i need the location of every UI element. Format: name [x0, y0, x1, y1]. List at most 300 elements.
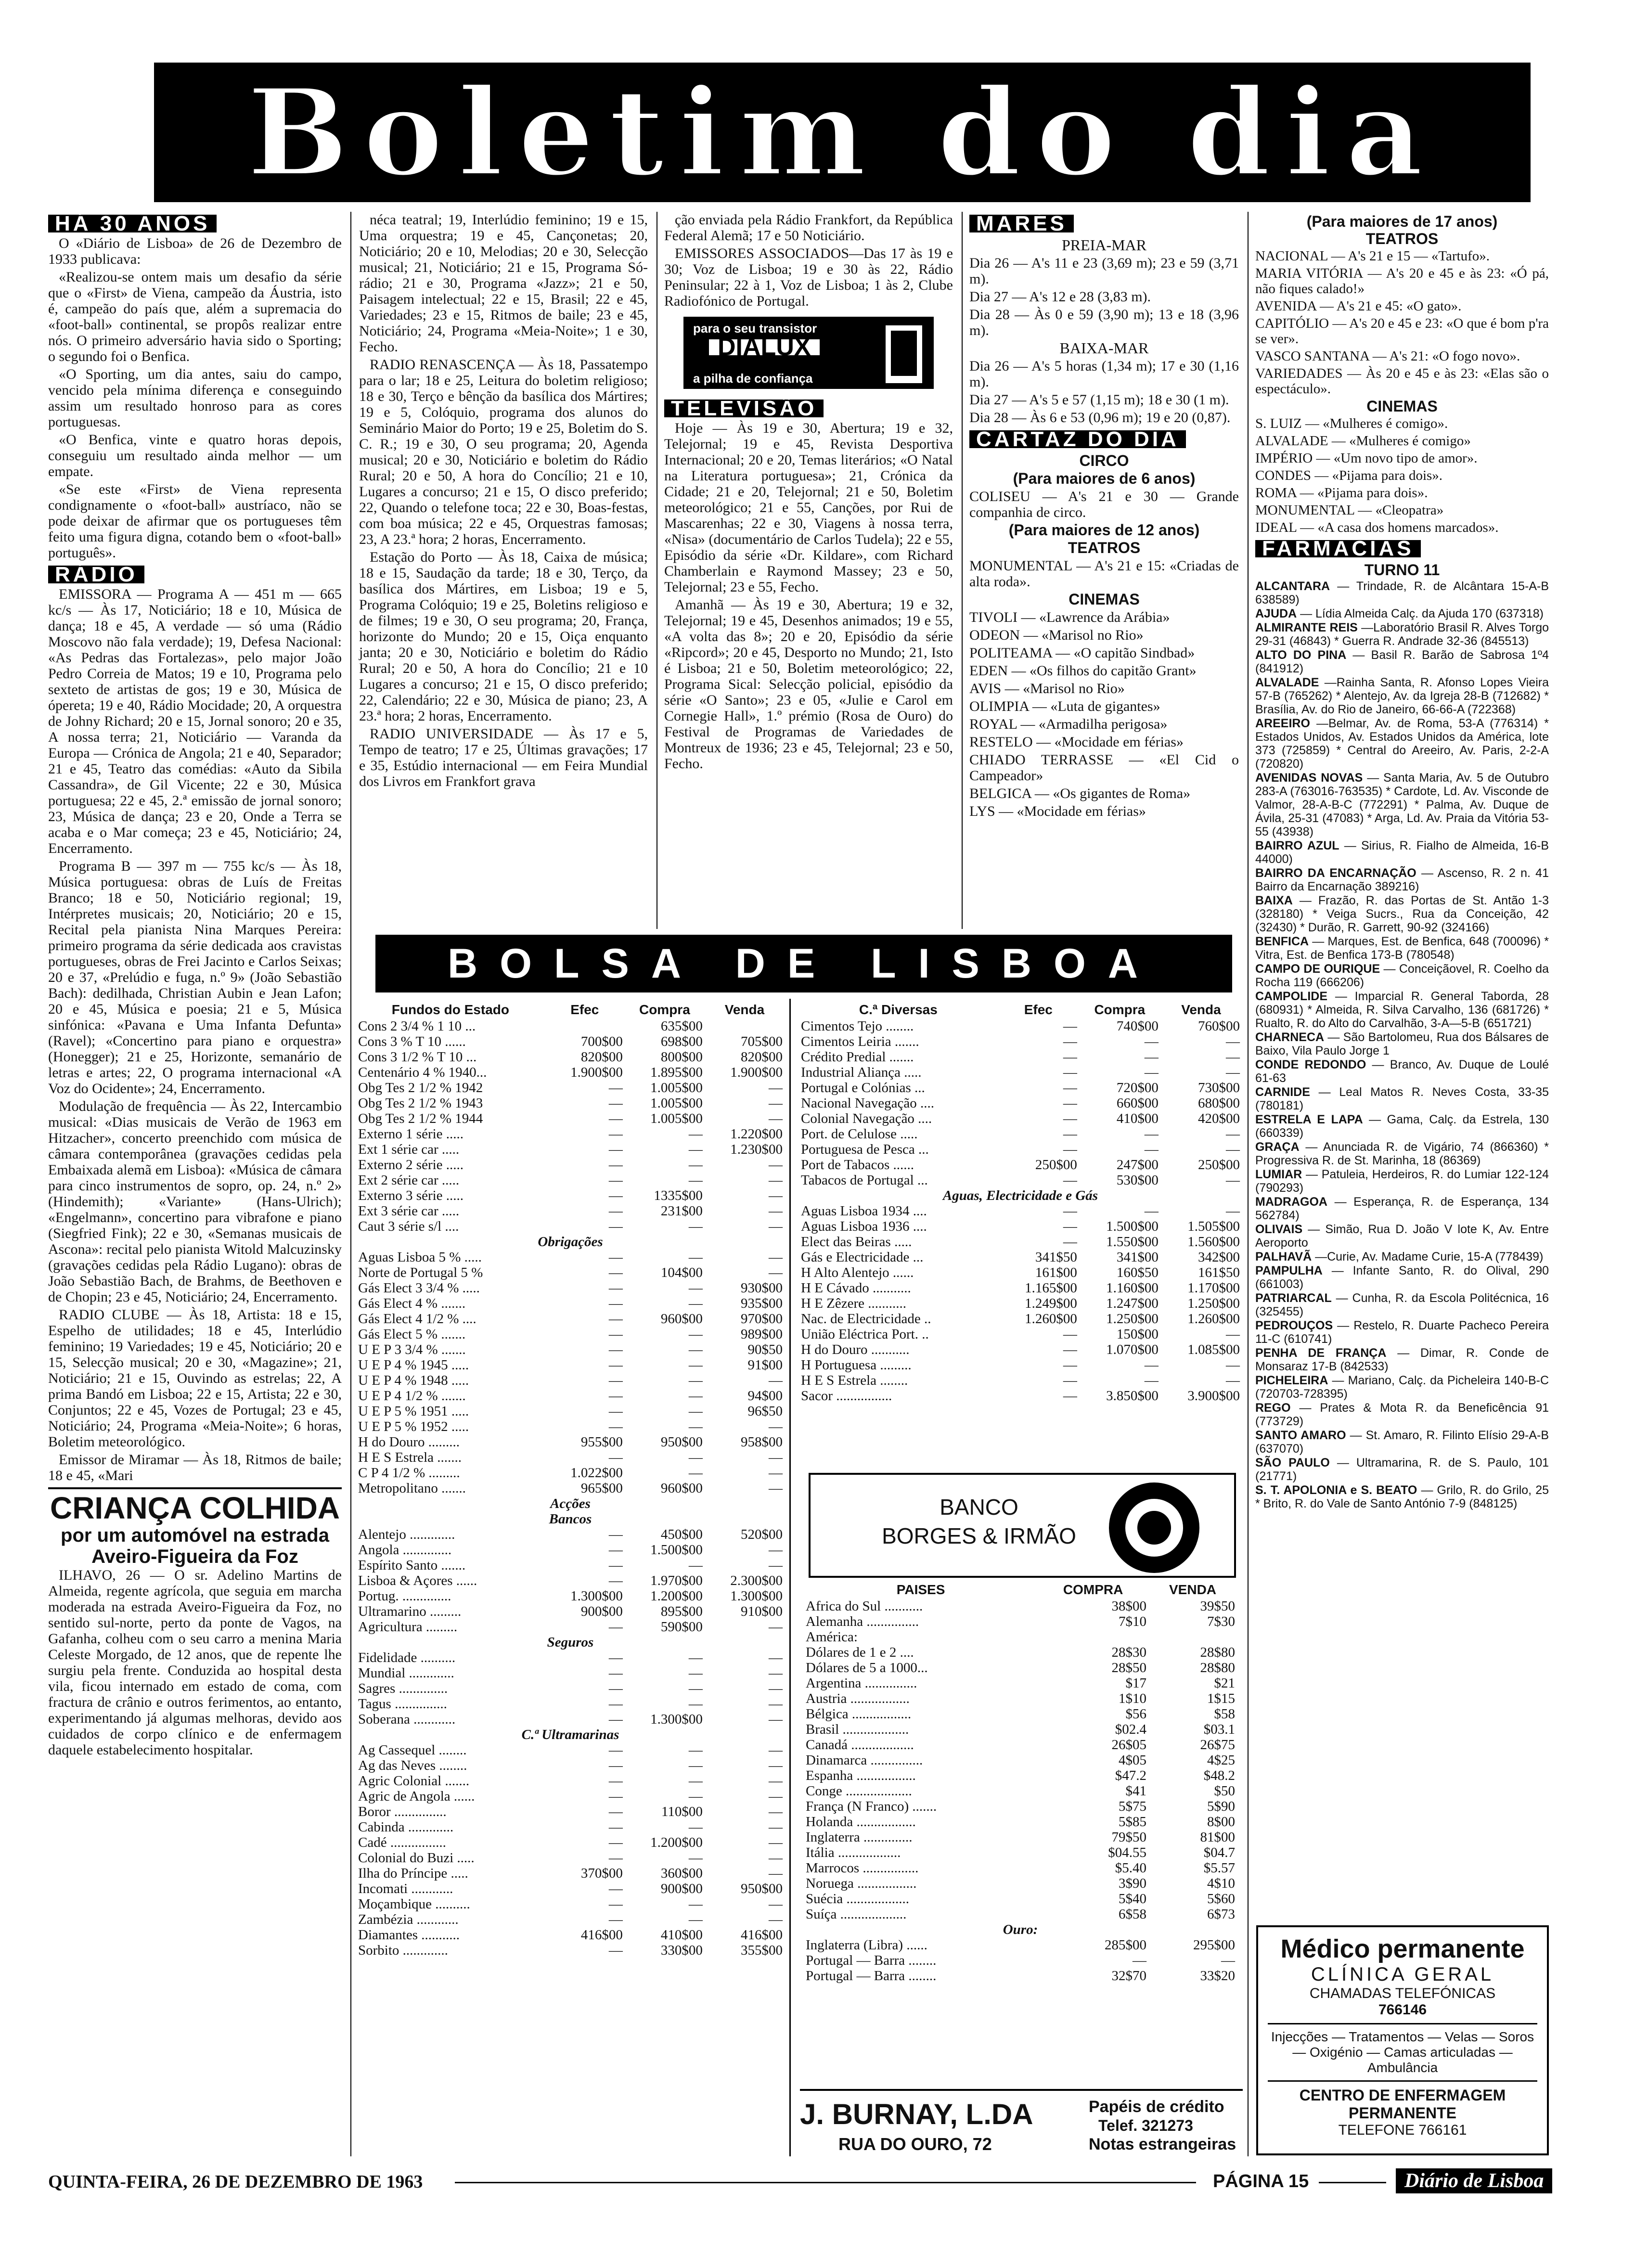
table-cell: — — [688, 1219, 703, 1234]
table-cell: — — [688, 1373, 703, 1388]
table-cell: — — [1063, 1034, 1077, 1049]
mares-header: MARÉS — [969, 215, 1074, 232]
burnay-name: J. BURNAY, L.DA — [800, 2098, 1033, 2130]
table-row — [799, 1018, 1242, 1034]
listing-entry: BELGICA — «Os gigantes de Roma» — [969, 786, 1191, 801]
teatros-list — [1255, 248, 1549, 397]
table-cell: 5$75 — [1119, 1799, 1147, 1814]
table-row — [356, 1327, 785, 1342]
table-cell: Gás Elect 4 % ....... — [358, 1296, 466, 1311]
table-row — [356, 1835, 785, 1850]
table-cell: América: — [806, 1629, 858, 1645]
table-cell: 520$00 — [741, 1527, 783, 1542]
table-cell: — — [769, 1219, 783, 1234]
farmacia-zone: SÃO PAULO — [1255, 1456, 1330, 1469]
table-row — [356, 1296, 785, 1311]
table-cell: $50 — [1214, 1783, 1235, 1799]
farmacia-detail: — Ascenso, R. 2 n. 41 Bairro da Encarnação 389216) — [1255, 866, 1549, 893]
table-cell: 820$00 — [580, 1049, 623, 1065]
column-header: Venda — [724, 1002, 765, 1017]
table-cell: — — [608, 1619, 623, 1635]
paragraph: néca teatral; 19, Interlúdio feminino; 19 e 15, Uma orquestra; 19 e 45, Cançonetas; 20, Noticiário; 20 e 10, Melodias; 20 e 30, Selecção musical; 21, Noticiário; 21 e 15, Programa Só-rádio; 21 e 30, Programa «Jazz»; 21 e 50, Paisagem intelectual; 22 e 15, Brasil; 22 e 45, Variedades; 23 e 15, Ritmos de baile; 23 e 45, Noticiário; 24, Programa «Meia-Noite»; 1 e 30, Fecho. — [359, 212, 648, 355]
table-cell: 96$50 — [747, 1404, 783, 1419]
table-row — [356, 1404, 785, 1419]
table-row — [356, 1773, 785, 1789]
paragraph: O «Diário de Lisboa» de 26 de Dezembro de 1933 publicava: — [48, 235, 342, 267]
table-cell: — — [1144, 1373, 1159, 1388]
farmacia-detail: — Dimar, R. Conde de Monsaraz 17-B (842533) — [1255, 1346, 1549, 1373]
paragraph: RADIO CLUBE — Às 18, Artista: 18 e 15, Espelho de utilidades; 18 e 45, Interlúdio feminino; 19 Variedades; 19 e 45, Noticiário; 20 e 15, Selecção musical; 20 e 30, «Magazine»; 21, Noticiário; 21 e 15, Ouvindo as estrelas; 22, A prima Bandó em Lisboa; 22 e 15, Artista; 22 e 30, Conjuntos; 22 e 45, Vozes de Portugal; 23 e 45, Noticiário; 24, Programa «Meia-Noite»; 6 horas, Boletim meteorológico. — [48, 1307, 342, 1450]
table-cell: Gás Elect 5 % ....... — [358, 1327, 466, 1342]
table-cell: 341$50 — [1035, 1250, 1077, 1265]
table-cell: — — [1133, 1953, 1147, 1968]
table-row — [356, 1758, 785, 1773]
table-row — [804, 1629, 1237, 1645]
table-cell: U E P 4 % 1948 ..... — [358, 1373, 469, 1388]
tide-entry: Dia 26 — A's 5 horas (1,34 m); 17 e 30 (1,16 m). — [969, 358, 1239, 390]
table-row — [356, 1450, 785, 1465]
table-cell: 1.200$00 — [650, 1835, 703, 1850]
table-cell: 161$00 — [1035, 1265, 1077, 1280]
table-cell: 760$00 — [1198, 1018, 1240, 1034]
tide-entry: Dia 27 — A's 12 e 28 (3,83 m). — [969, 289, 1151, 305]
farmacia-detail: — Prates & Mota R. da Beneficência 91 (773729) — [1255, 1401, 1549, 1428]
farmacia-entry — [1255, 1374, 1549, 1401]
table-cell: — — [1226, 1357, 1240, 1373]
table-cell: 26$05 — [1111, 1737, 1147, 1753]
listing-entry: EDEN — «Os filhos do capitão Grant» — [969, 663, 1197, 679]
farmacia-entry — [1255, 1429, 1549, 1456]
table-cell: 705$00 — [741, 1034, 783, 1049]
table-cell: 1.005$00 — [650, 1095, 703, 1111]
tide-entry: Dia 28 — Às 0 e 59 (3,90 m); 13 e 18 (3,96 m). — [969, 307, 1239, 338]
turno-label: TURNO 11 — [1364, 561, 1440, 579]
table-row — [799, 1265, 1242, 1280]
table-cell: U E P 5 % 1951 ..... — [358, 1404, 469, 1419]
table-row — [804, 1691, 1237, 1706]
table-cell: Portugal — Barra ........ — [806, 1968, 937, 1984]
table-cell: $41 — [1125, 1783, 1147, 1799]
table-cell: — — [608, 1912, 623, 1927]
table-cell: Espanha ................. — [806, 1768, 916, 1783]
table-row — [799, 1111, 1242, 1126]
table-cell: — — [769, 1742, 783, 1758]
table-cell: — — [608, 1558, 623, 1573]
table-cell: — — [1063, 1327, 1077, 1342]
farmacia-entry — [1255, 717, 1549, 771]
table-cell: 4$10 — [1207, 1876, 1235, 1891]
table-cell: — — [608, 1296, 623, 1311]
table-row — [799, 1142, 1242, 1157]
table-cell: Agricultura ......... — [358, 1619, 458, 1635]
cinemas-label: CINEMAS — [1366, 398, 1438, 415]
table-cell: 530$00 — [1116, 1173, 1159, 1188]
table-cell: Alemanha ............... — [806, 1614, 919, 1629]
table-cell: — — [1063, 1080, 1077, 1095]
table-cell: — — [1063, 1234, 1077, 1250]
table-row — [356, 1681, 785, 1696]
table-cell: — — [769, 1111, 783, 1126]
dialux-brand: DIALUX — [708, 338, 821, 357]
farmacia-detail: — Conceiçãovel, R. Coelho da Rocha 119 (666206) — [1255, 962, 1549, 989]
enfermagem-tel: TELEFONE 766161 — [1338, 2122, 1467, 2138]
table-row — [356, 1173, 785, 1188]
table-cell: — — [769, 1681, 783, 1696]
table-cell: $17 — [1125, 1675, 1147, 1691]
listing-entry: LYS — «Mocidade em férias» — [969, 803, 1146, 819]
farmacia-entry — [1255, 1264, 1549, 1291]
burnay-line-1: Papéis de crédito — [1089, 2098, 1224, 2116]
farmacia-detail: — Patuleia, Herdeiros, R. do Lumiar 122-124 (790293) — [1255, 1168, 1549, 1195]
table-cell: — — [688, 1327, 703, 1342]
table-cell: — — [1063, 1203, 1077, 1219]
table-cell: 1$15 — [1207, 1691, 1235, 1706]
table-cell: Marrocos ................ — [806, 1860, 919, 1876]
table-cell: 1.200$00 — [650, 1588, 703, 1604]
table-cell: 410$00 — [660, 1927, 703, 1943]
farmacia-zone: CHARNECA — [1255, 1031, 1325, 1044]
table-row — [799, 1173, 1242, 1188]
cartaz-header: CARTAZ DO DIA — [969, 430, 1186, 448]
paragraph: «O Sporting, um dia antes, saiu do campo, vencido pela mínima diferença e conseguindo assim um resultado honroso para as cores portuguesas. — [48, 366, 342, 430]
table-cell: 910$00 — [741, 1604, 783, 1619]
table-cell: Zambézia ............ — [358, 1912, 459, 1927]
farmacia-detail: — Leal Matos R. Neves Costa, 33-35 (780181) — [1255, 1085, 1549, 1112]
table-cell: 1.250$00 — [1187, 1296, 1240, 1311]
table-cell: — — [688, 1665, 703, 1681]
table-cell: Externo 3 série ..... — [358, 1188, 464, 1203]
table-row — [356, 1927, 785, 1943]
table-row — [356, 1573, 785, 1588]
listing-entry: ROYAL — «Armadilha perigosa» — [969, 716, 1168, 732]
medico-sub-2: CHAMADAS TELEFÓNICAS — [1309, 1985, 1496, 2001]
table-cell: — — [608, 1758, 623, 1773]
table-cell: Nacional Navegação .... — [801, 1095, 934, 1111]
table-cell: Austria ................. — [806, 1691, 910, 1706]
table-cell: — — [769, 1758, 783, 1773]
table-cell: Externo 2 série ..... — [358, 1157, 464, 1173]
table-cell: Dinamarca ............... — [806, 1753, 923, 1768]
table-cell: — — [688, 1773, 703, 1789]
column-header: Fundos do Estado — [391, 1002, 509, 1017]
table-cell: Bélgica ................. — [806, 1706, 912, 1722]
table-cell: H E Cávado ........... — [801, 1280, 911, 1296]
farmacia-entry — [1255, 894, 1549, 934]
paragraph: Estação do Porto — Às 18, Caixa de música; 18 e 15, Saudação da tarde; 18 e 30, Terço, da basílica dos Mártires, em Lisboa; 19 e 5, Programa Colóquio; 19 e 25, Boletins religioso e de filmes; 19 e 30, O seu programa; 20, França, horizonte do Mundo; 20 e 15, Oiça enquanto janta; 20 e 30, Noticiário e boletim do Rádio Rural; 20 e 50, A hora do Concílio; 21 e 10 Lugares a concurso; 21 e 15, O disco preferido; 22, Calendário; 22 e 30, Música de piano; 23, A 23.ª hora; 2 horas, Encerramento. — [359, 549, 648, 724]
column-rule — [350, 212, 351, 2156]
table-cell: H do Douro ........... — [801, 1342, 910, 1357]
table-cell: 1.160$00 — [1106, 1280, 1159, 1296]
table-cell: — — [688, 1357, 703, 1373]
table-row — [356, 1018, 785, 1034]
group-label: C.ª Ultramarinas — [521, 1727, 619, 1742]
table-cell: Ext 3 série car ..... — [358, 1203, 460, 1219]
farmacia-zone: PATRIARCAL — [1255, 1291, 1332, 1305]
table-row — [804, 1598, 1237, 1614]
farmacia-entry — [1255, 1223, 1549, 1250]
table-cell: — — [688, 1758, 703, 1773]
table-cell: — — [769, 1850, 783, 1866]
bolsa-table-right — [799, 1001, 1242, 1404]
table-cell: — — [608, 1327, 623, 1342]
table-cell: — — [608, 1373, 623, 1388]
table-cell: $47.2 — [1115, 1768, 1147, 1783]
table-cell: — — [688, 1912, 703, 1927]
farmacia-detail: — Imparcial R. General Taborda, 28 (680931) * Almeida, R. Silva Carvalho, 136 (681726) * Rualto, R. do Alto do Carvalhão, 3-A—5-B (651721) — [1255, 990, 1549, 1030]
table-cell: — — [608, 1080, 623, 1095]
farmacia-zone: ALTO DO PINA — [1255, 648, 1347, 662]
table-row — [356, 1219, 785, 1234]
table-cell: 740$00 — [1116, 1018, 1159, 1034]
burnay-line-3: Notas estrangeiras — [1089, 2135, 1236, 2153]
table-cell: $02.4 — [1115, 1722, 1147, 1737]
table-cell: 989$00 — [741, 1327, 783, 1342]
table-row — [356, 1866, 785, 1881]
farmacia-zone: CARNIDE — [1255, 1085, 1310, 1099]
table-cell: — — [769, 1789, 783, 1804]
table-cell: 698$00 — [660, 1034, 703, 1049]
table-cell: — — [608, 1203, 623, 1219]
paragraph: Amanhã — Às 19 e 30, Abertura; 19 e 32, Telejornal; 19 e 45, Desenhos animados; 19 e 55, «A volta das 8»; 20 e 20, Episódio da série «Ripcord»; 20 e 45, Desporto no Mundo; 21, Isto é Lisboa; 21 e 50, Boletim meteorológico; 22, Programa Sical: Selecção policial, episódio da série «O Santo»; 23 e 05, «Julie e Carol em Cornegie Hall», 1.º prémio (Rosa de Ouro) do Festival de Programas de Variedades de Montreux de 1936; 23 e 45, Telejornal; 23 e 50, Fecho. — [664, 597, 953, 772]
table-row — [356, 1712, 785, 1727]
table-cell: Portugal — Barra ........ — [806, 1953, 937, 1968]
table-cell: U E P 4 1/2 % ....... — [358, 1388, 466, 1404]
listing-entry: ROMA — «Pijama para dois». — [1255, 485, 1428, 501]
table-cell: 6$58 — [1119, 1907, 1147, 1922]
table-cell: Sacor ................ — [801, 1388, 892, 1404]
banco-ad — [809, 1473, 1236, 1578]
bolsa-table-left — [356, 1001, 785, 1958]
table-cell: Industrial Aliança ..... — [801, 1065, 922, 1080]
table-cell: 1$10 — [1119, 1691, 1147, 1706]
table-row — [804, 1968, 1237, 1984]
crianca-subtitle-1: por um automóvel na estrada — [61, 1525, 329, 1546]
listing-entry: IDEAL — «A casa dos homens marcados». — [1255, 520, 1499, 535]
radio-article — [48, 586, 342, 1483]
table-cell: — — [608, 1681, 623, 1696]
table-cell: 1.900$00 — [730, 1065, 783, 1080]
table-cell: 3.900$00 — [1187, 1388, 1240, 1404]
maiores-17-label: (Para maiores de 17 anos) — [1306, 213, 1498, 230]
table-row — [804, 1891, 1237, 1907]
table-cell: — — [1063, 1219, 1077, 1234]
table-cell: 1.900$00 — [570, 1065, 623, 1080]
farmacia-detail: —Laboratório Brasil R. Alves Torgo 29-31 (46843) * Guerra R. Andrade 32-36 (845513) — [1255, 621, 1549, 648]
table-row — [356, 1789, 785, 1804]
table-cell: — — [608, 1111, 623, 1126]
table-row — [356, 1095, 785, 1111]
table-row — [356, 1265, 785, 1280]
table-cell: 965$00 — [580, 1481, 623, 1496]
column-1 — [48, 212, 342, 1760]
farmacia-entry — [1255, 935, 1549, 962]
table-cell: H E Zêzere ........... — [801, 1296, 907, 1311]
farmacia-detail: — Gama, Calç. da Estrela, 130 (660339) — [1255, 1113, 1549, 1140]
table-cell: 81$00 — [1200, 1830, 1235, 1845]
table-row — [356, 1080, 785, 1095]
burnay-addr: RUA DO OURO, 72 — [838, 2134, 992, 2154]
table-cell: 1.500$00 — [1106, 1219, 1159, 1234]
table-cell: 450$00 — [660, 1527, 703, 1542]
table-cell: — — [1221, 1953, 1235, 1968]
table-cell: 895$00 — [660, 1604, 703, 1619]
column-header: Efec — [570, 1002, 599, 1017]
listing-entry: CHIADO TERRASSE — «El Cid o Campeador» — [969, 752, 1239, 784]
farmacia-entry — [1255, 1140, 1549, 1167]
table-cell: 1.022$00 — [570, 1465, 623, 1481]
table-cell: Cons 3 1/2 % T 10 ... — [358, 1049, 477, 1065]
table-cell: 410$00 — [1116, 1111, 1159, 1126]
table-cell: 2.300$00 — [730, 1573, 783, 1588]
table-row — [356, 1804, 785, 1819]
bolsa-title: BOLSA DE LISBOA — [448, 940, 1160, 987]
column-rule — [962, 212, 963, 929]
medico-ad — [1256, 1925, 1549, 2155]
table-row — [804, 1876, 1237, 1891]
table-cell: — — [769, 1188, 783, 1203]
table-cell: 285$00 — [1105, 1937, 1147, 1953]
table-cell: — — [1226, 1373, 1240, 1388]
medico-title: Médico permanente — [1280, 1934, 1525, 1963]
table-row — [799, 1327, 1242, 1342]
farmacia-zone: CAMPOLIDE — [1255, 990, 1327, 1003]
table-cell: — — [688, 1681, 703, 1696]
table-cell: 161$50 — [1198, 1265, 1240, 1280]
table-cell: H Portuguesa ......... — [801, 1357, 912, 1373]
column-header: C.ª Diversas — [859, 1002, 938, 1017]
table-cell: 416$00 — [741, 1927, 783, 1943]
table-cell: Espírito Santo ....... — [358, 1558, 466, 1573]
table-cell: — — [688, 1388, 703, 1404]
table-cell: 1.260$00 — [1025, 1311, 1077, 1327]
table-cell: 970$00 — [741, 1311, 783, 1327]
table-cell: Externo 1 série ..... — [358, 1126, 464, 1142]
footer-date: QUINTA-FEIRA, 26 DE DEZEMBRO DE 1963 — [48, 2172, 423, 2192]
table-cell: Boror ............... — [358, 1804, 447, 1819]
table-cell: — — [608, 1404, 623, 1419]
listing-entry: CONDES — «Pijama para dois». — [1255, 468, 1443, 483]
table-cell: — — [688, 1789, 703, 1804]
table-cell: $48.2 — [1203, 1768, 1235, 1783]
table-row — [804, 1675, 1237, 1691]
table-cell: Tabacos de Portugal ... — [801, 1173, 928, 1188]
column-4 — [969, 212, 1239, 821]
table-cell: — — [1144, 1034, 1159, 1049]
table-row — [356, 1357, 785, 1373]
column-rule — [1248, 212, 1249, 2156]
table-cell: Colonial Navegação .... — [801, 1111, 932, 1126]
crianca-title: CRIANÇA COLHIDA — [50, 1491, 340, 1525]
table-cell: Aguas Lisboa 1936 .... — [801, 1219, 927, 1234]
table-cell: — — [769, 1173, 783, 1188]
table-cell: Mundial ............. — [358, 1665, 454, 1681]
table-cell: — — [608, 1450, 623, 1465]
table-cell: 1.230$00 — [730, 1142, 783, 1157]
table-cell: Agric Colonial ....... — [358, 1773, 470, 1789]
farmacia-entry — [1255, 648, 1549, 675]
paragraph: «Realizou-se ontem mais um desafio da série que o «First» de Viena, campeão da Áustria, isto é, campeão do país que, além a supremacia do «foot-ball» continental, se propôs realizar entre nós. O primeiro adversário havia sido o Sporting; o segundo foi o Benfica. — [48, 269, 342, 364]
table-cell: Port. de Celulose ..... — [801, 1126, 918, 1142]
listing-entry: OLIMPIA — «Luta de gigantes» — [969, 698, 1160, 714]
baixa-mar-label: BAIXA-MAR — [1059, 339, 1149, 357]
table-cell: — — [769, 1481, 783, 1496]
table-cell: 28$50 — [1111, 1660, 1147, 1675]
table-row — [356, 1373, 785, 1388]
crianca-text: ILHAVO, 26 — O sr. Adelino Martins de Almeida, regente agrícola, que seguia em marcha moderada na estrada Aveiro-Figueira da Foz, no sentido sul-norte, perto da ponte de Vagos, na Gafanha, colheu com o seu carro a menina Maria Celeste Morgado, de 12 anos, que de repente lhe surgiu pela frente. Conduzida ao hospital desta vila, ficou internado em estado de coma, com fractura de crânio e outros ferimentos, ao entanto, experimentando já algumas melhoras, devido aos cuidados de corpo clínico e de enfermagem daquele estabelecimento hospitalar. — [48, 1567, 342, 1758]
coliseu-entry: COLISEU — A's 21 e 30 — Grande companhia de circo. — [969, 489, 1239, 520]
table-cell: — — [688, 1142, 703, 1157]
table-cell: 900$00 — [660, 1881, 703, 1896]
table-cell: 730$00 — [1198, 1080, 1240, 1095]
table-cell: — — [608, 1573, 623, 1588]
table-cell: 341$00 — [1116, 1250, 1159, 1265]
table-cell: Alentejo ............. — [358, 1527, 455, 1542]
group-label: Ouro: — [1003, 1922, 1038, 1937]
table-cell: 955$00 — [580, 1434, 623, 1450]
table-cell: 4$05 — [1119, 1753, 1147, 1768]
table-cell: H Alto Alentejo ...... — [801, 1265, 914, 1280]
masthead — [154, 63, 1531, 202]
farmacia-detail: — Basil R. Barão de Sabrosa 1º4 (841912) — [1255, 648, 1549, 675]
table-row — [804, 1753, 1237, 1768]
table-cell: Suécia .................. — [806, 1891, 910, 1907]
table-cell: — — [688, 1173, 703, 1188]
teatros-label: TEATROS — [1068, 539, 1141, 556]
table-row — [799, 1296, 1242, 1311]
table-cell: 1.505$00 — [1187, 1219, 1240, 1234]
table-cell — [1038, 1629, 1148, 1645]
table-row — [356, 1527, 785, 1542]
table-row — [799, 1250, 1242, 1265]
table-cell: Obg Tes 2 1/2 % 1944 — [358, 1111, 483, 1126]
radio-article-cont — [664, 212, 953, 309]
table-cell: 1.560$00 — [1187, 1234, 1240, 1250]
listing-entry: VASCO SANTANA — A's 21: «O fogo novo». — [1255, 348, 1520, 364]
table-row — [356, 1850, 785, 1866]
table-cell: 38$00 — [1111, 1598, 1147, 1614]
farmacia-detail: — Grilo, R. do Grilo, 25 * Brito, R. do Vale de Santo António 7-9 (848125) — [1255, 1483, 1549, 1510]
table-row — [799, 1280, 1242, 1296]
column-header: VENDA — [1169, 1582, 1217, 1597]
paragraph: Modulação de frequência — Às 22, Intercambio musical: «Dias musicais de Verão de 1963 em Hitzacher», concerto preenchido com música de câmara contemporânea (gravações cedidas pela Embaixada alemã em Lisboa): «Música de câmara para cinco instrumentos de sopro, op. 24, n.º 2» (Hindemith); «Variante» (Hans-Ulrich); «Engelmann», concertino para vibrafone e piano (Siegfried Fink); 22 e 30, «Semanas musicais de Ascona»: recital pelo pianista Witold Malcuzinsky (gravações cedidas pela Rádio Lugano): obras de João Sebastião Bach, de Brahms, de Beethoven e de Chopin; 23 e 45, Noticiário; 24, Encerramento. — [48, 1098, 342, 1305]
paragraph: ção enviada pela Rádio Frankfort, da República Federal Alemã; 17 e 50 Noticiário. — [664, 212, 953, 244]
table-cell: U E P 5 % 1952 ..... — [358, 1419, 469, 1434]
footer — [48, 2168, 1608, 2197]
table-cell: 4$25 — [1207, 1753, 1235, 1768]
ha30-article — [48, 235, 342, 561]
table-row — [804, 1799, 1237, 1814]
table-cell: 3$90 — [1119, 1876, 1147, 1891]
farmacia-zone: S. T. APOLONIA e S. BEATO — [1255, 1483, 1417, 1497]
table-cell: Aguas Lisboa 1934 .... — [801, 1203, 927, 1219]
farmacia-zone: PAMPULHA — [1255, 1264, 1323, 1277]
table-row — [804, 1907, 1237, 1922]
table-cell: Conge ................... — [806, 1783, 912, 1799]
farmacia-zone: PEDROUÇOS — [1255, 1319, 1333, 1332]
farmacia-detail: —Rainha Santa, R. Afonso Lopes Vieira 57-B (765262) * Alentejo, Av. da Igreja 28-B (712682) * Brasília, Av. do Rio de Janeiro, 66-66-A (722368) — [1255, 676, 1549, 716]
medico-tel: 766146 — [1378, 2002, 1427, 2018]
table-cell: 33$20 — [1200, 1968, 1235, 1984]
table-row — [799, 1049, 1242, 1065]
table-cell: — — [608, 1157, 623, 1173]
table-cell: — — [1063, 1126, 1077, 1142]
farmacia-zone: BENFICA — [1255, 935, 1309, 948]
circo-label: CIRCO — [1079, 452, 1129, 469]
farmacia-entry — [1255, 1058, 1549, 1085]
table-cell: 1335$00 — [654, 1188, 703, 1203]
farmacia-detail: — Simão, Rua D. João V lote K, Av. Entre Aeroporto — [1255, 1223, 1549, 1250]
table-row — [804, 1737, 1237, 1753]
